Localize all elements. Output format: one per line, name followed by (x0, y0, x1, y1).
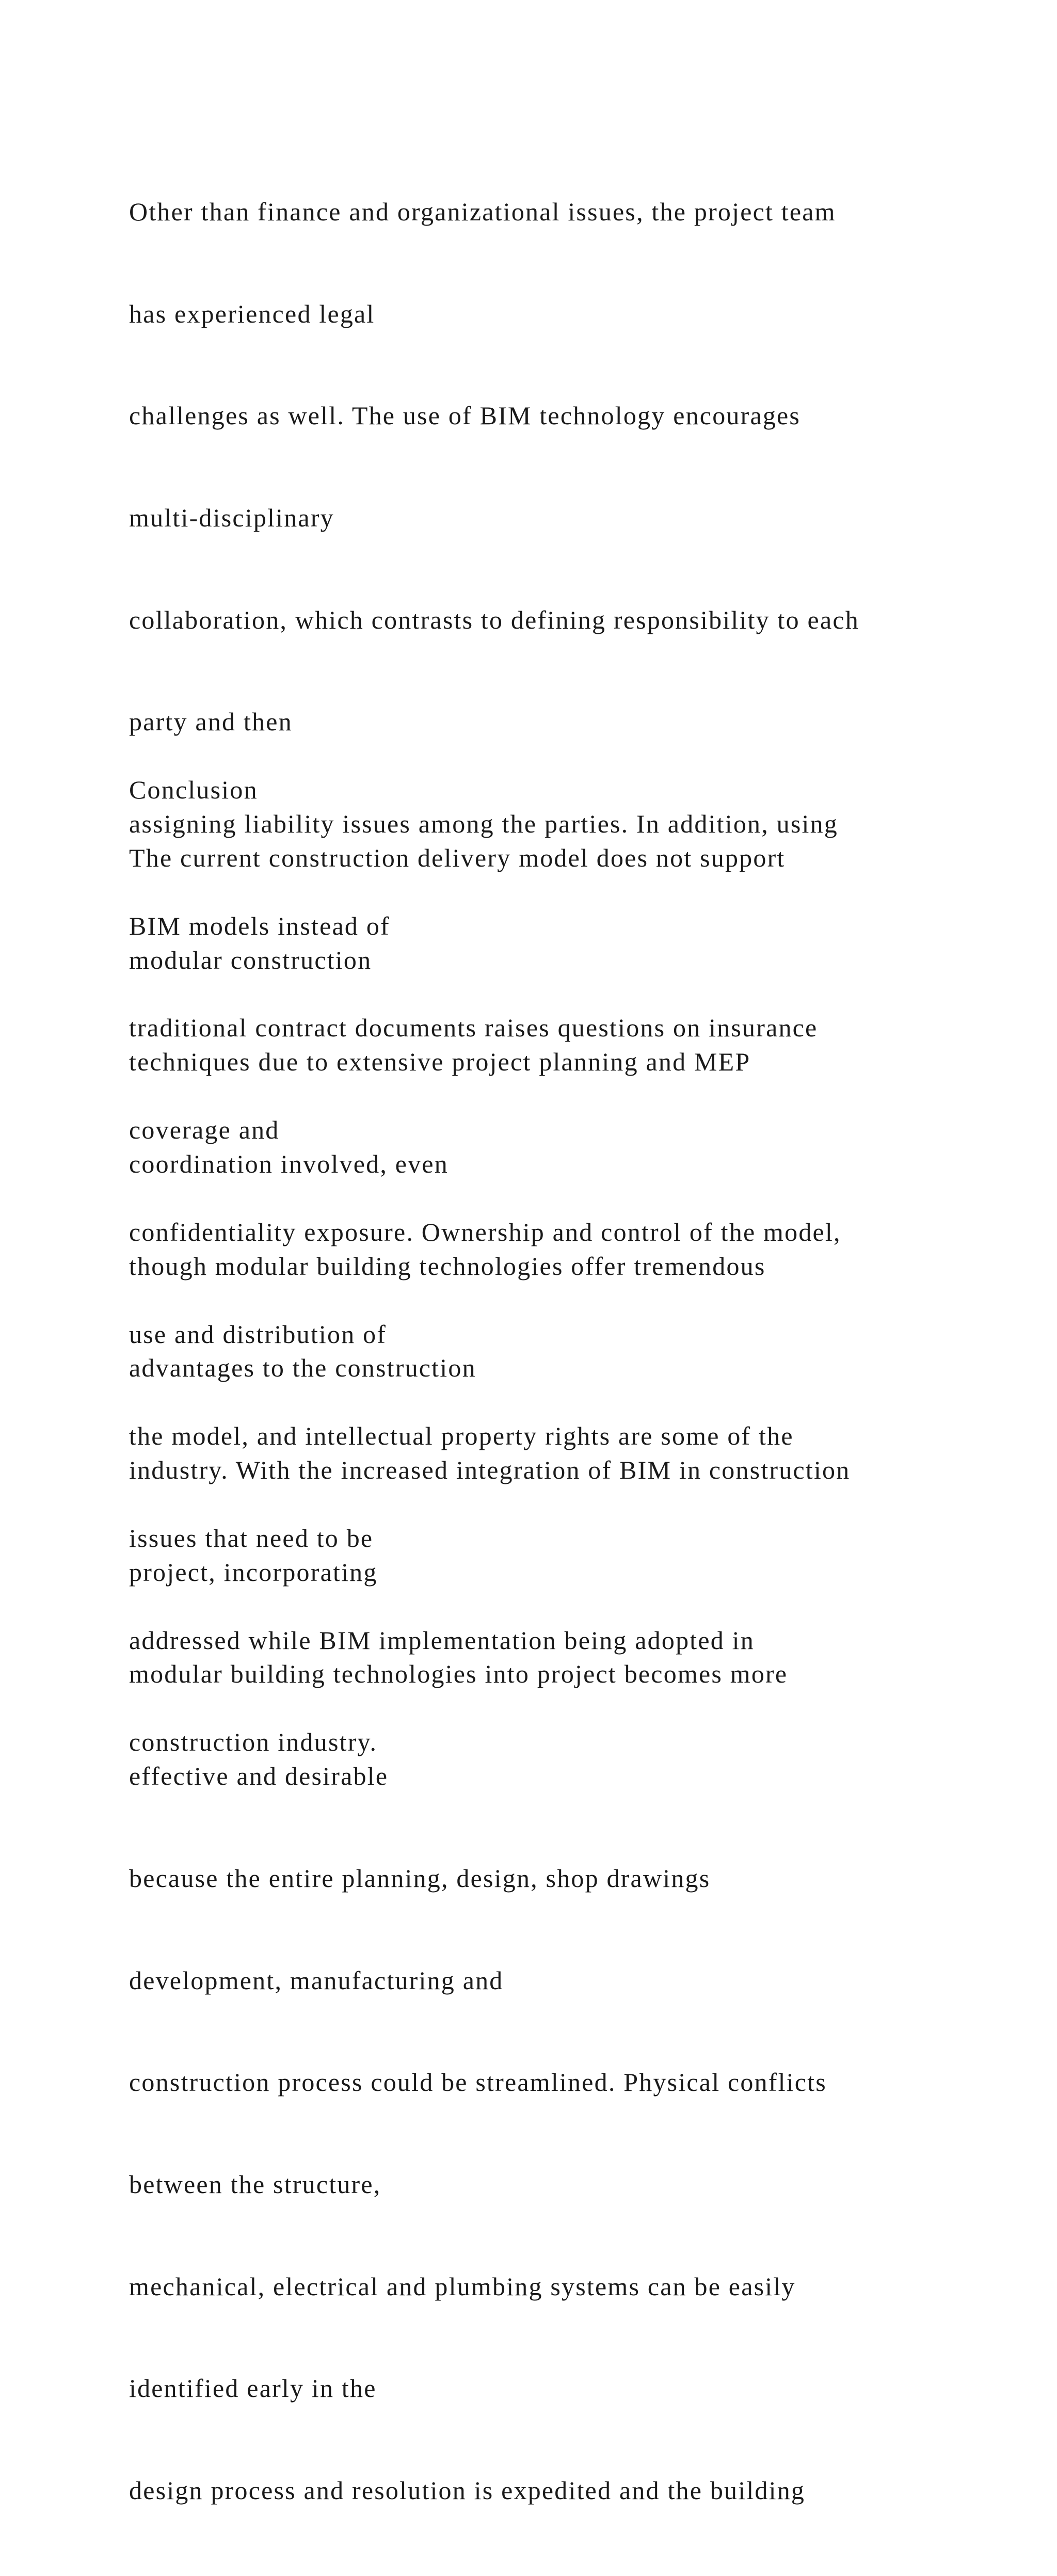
text-line: use and distribution of (129, 1319, 387, 1349)
text-line: effective and desirable (129, 1762, 389, 1791)
text-line: because the entire planning, design, shop drawings (129, 1863, 711, 1893)
text-line: issues that need to be (129, 1523, 374, 1553)
text-line: techniques due to extensive project planning and MEP (129, 1047, 751, 1077)
text-line: identified early in the (129, 2374, 377, 2403)
text-line: has experienced legal (129, 299, 375, 328)
text-line: development, manufacturing and (129, 1965, 504, 1995)
text-line: the model, and intellectual property rights are some of the (129, 1421, 794, 1451)
text-line: BIM models instead of (129, 911, 390, 940)
text-line: addressed while BIM implementation being adopted in (129, 1625, 755, 1655)
text-line: coordination involved, even (129, 1149, 449, 1178)
text-line: industry. With the increased integration of BIM in construction (129, 1455, 851, 1485)
text-line: confidentiality exposure. Ownership and control of the model, (129, 1217, 841, 1246)
text-line: project, incorporating (129, 1557, 378, 1587)
text-line: design process and resolution is expedited and the building (129, 2476, 806, 2505)
text-line: though modular building technologies offer tremendous (129, 1251, 766, 1281)
text-line: The current construction delivery model does not support (129, 843, 786, 872)
text-line: multi-disciplinary (129, 503, 334, 532)
text-line: between the structure, (129, 2169, 381, 2199)
text-line: construction process could be streamlined. Physical conflicts (129, 2068, 827, 2097)
text-line: traditional contract documents raises questions on insurance (129, 1013, 818, 1043)
text-line: construction industry. (129, 1727, 378, 1757)
paragraph-conclusion (129, 773, 996, 2576)
heading-text: Conclusion (129, 775, 258, 804)
text-line: advantages to the construction (129, 1353, 476, 1383)
text-line: mechanical, electrical and plumbing systems can be easily (129, 2271, 796, 2301)
text-line: collaboration, which contrasts to defining responsibility to each (129, 605, 859, 634)
text-line: party and then (129, 707, 293, 737)
text-line: modular building technologies into project becomes more (129, 1659, 788, 1689)
text-line: Other than finance and organizational issues, the project team (129, 197, 836, 226)
text-line: coverage and (129, 1115, 280, 1145)
text-line: assigning liability issues among the parties. In addition, using (129, 809, 839, 839)
text-line: challenges as well. The use of BIM technology encourages (129, 401, 801, 430)
text-line: modular construction (129, 945, 372, 974)
